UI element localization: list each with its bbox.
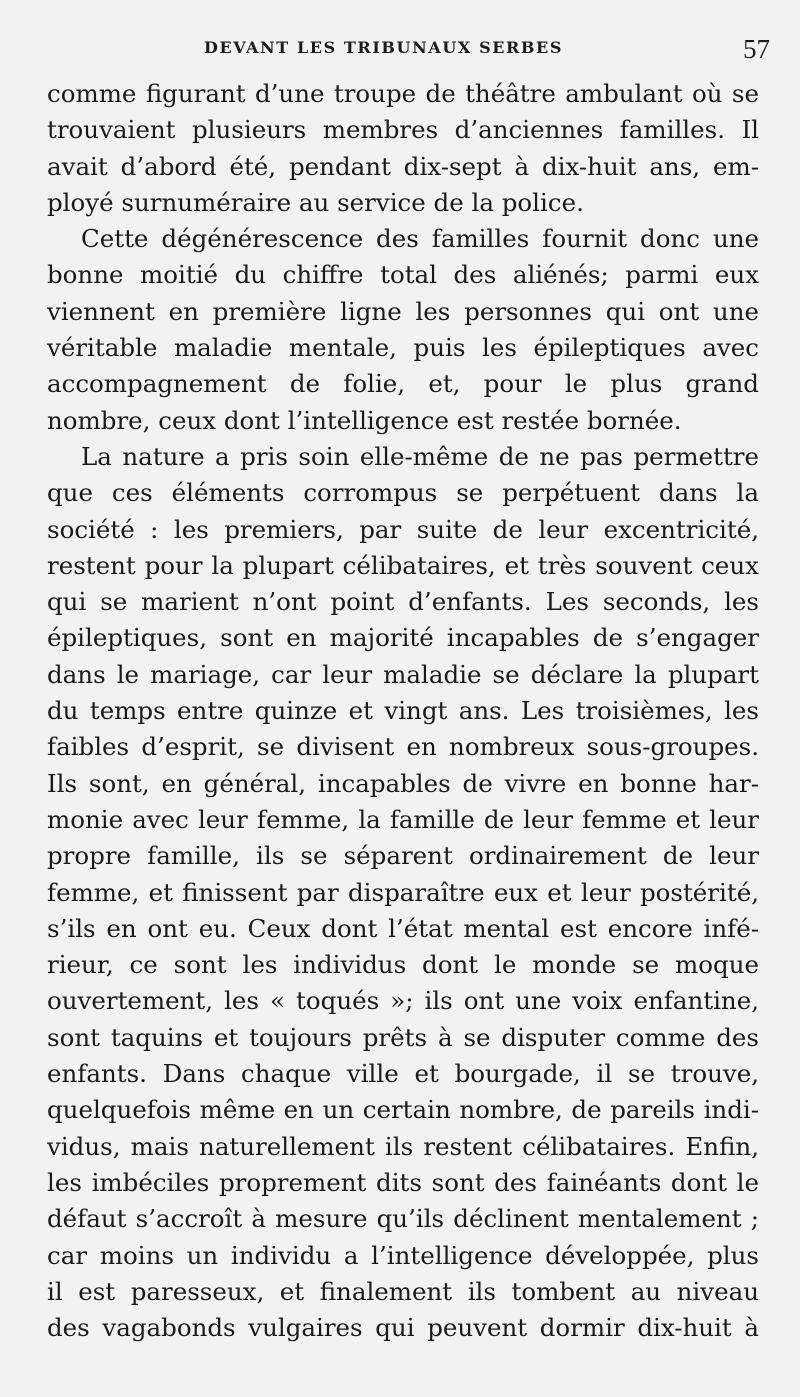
text-line: que ces éléments corrompus se perpétuent dans la [47, 478, 759, 508]
text-line: dans le mariage, car leur maladie se déclare la plupart [47, 659, 759, 689]
text-line: car moins un individu a l’intelligence développée, plus [47, 1240, 759, 1270]
text-line: rieur, ce sont les individus dont le monde se moque [47, 950, 759, 980]
text-line: bonne moitié du chiffre total des aliénés; parmi eux [47, 260, 759, 290]
text-line: vidus, mais naturellement ils restent célibataires. Enfin, [47, 1131, 759, 1161]
text-line: monie avec leur femme, la famille de leur femme et leur [47, 804, 759, 834]
page-header [0, 34, 800, 70]
text-line: enfants. Dans chaque ville et bourgade, il se trouve, [47, 1059, 759, 1089]
text-line: Ils sont, en général, incapables de vivre en bonne har- [47, 768, 759, 798]
text-line: restent pour la plupart célibataires, et très souvent ceux [47, 550, 759, 580]
text-line: accompagnement de folie, et, pour le plus grand [47, 369, 759, 399]
text-line: société : les premiers, par suite de leur excentricité, [47, 514, 759, 544]
body-text [47, 76, 759, 1346]
text-line: femme, et finissent par disparaître eux et leur postérité, [47, 877, 759, 907]
text-line: avait d’abord été, pendant dix-sept à dix-huit ans, em- [47, 151, 759, 181]
text-line: propre famille, ils se séparent ordinairement de leur [47, 841, 759, 871]
text-line: défaut s’accroît à mesure qu’ils déclinent mentalement ; [47, 1204, 759, 1234]
text-line: quelquefois même en un certain nombre, de pareils indi- [47, 1095, 759, 1125]
text-line: nombre, ceux dont l’intelligence est restée bornée. [47, 405, 682, 435]
text-line: il est paresseux, et finalement ils tombent au niveau [47, 1276, 759, 1306]
page-number: 57 [743, 34, 770, 64]
text-line: Cette dégénérescence des familles fournit donc une [81, 224, 759, 254]
text-line: s’ils en ont eu. Ceux dont l’état mental est encore infé- [47, 913, 759, 943]
running-head: DEVANT LES TRIBUNAUX SERBES [204, 38, 563, 57]
text-line: du temps entre quinze et vingt ans. Les troisièmes, les [47, 696, 759, 726]
text-line: des vagabonds vulgaires qui peuvent dormir dix-huit à [47, 1313, 759, 1343]
text-line: véritable maladie mentale, puis les épileptiques avec [47, 333, 759, 363]
text-line: épileptiques, sont en majorité incapables de s’engager [47, 623, 759, 653]
text-line: les imbéciles proprement dits sont des fainéants dont le [47, 1167, 759, 1197]
text-line: viennent en première ligne les personnes qui ont une [47, 296, 759, 326]
text-line: trouvaient plusieurs membres d’anciennes familles. Il [47, 115, 759, 145]
text-line: ployé surnuméraire au service de la police. [47, 187, 584, 217]
text-line: faibles d’esprit, se divisent en nombreux sous-groupes. [47, 732, 759, 762]
text-line: qui se marient n’ont point d’enfants. Les seconds, les [47, 587, 759, 617]
text-line: comme figurant d’une troupe de théâtre ambulant où se [47, 79, 759, 108]
text-line: ouvertement, les « toqués »; ils ont une voix enfantine, [47, 986, 759, 1016]
text-line: sont taquins et toujours prêts à se disputer comme des [47, 1022, 759, 1052]
text-line: La nature a pris soin elle-même de ne pas permettre [81, 441, 759, 471]
